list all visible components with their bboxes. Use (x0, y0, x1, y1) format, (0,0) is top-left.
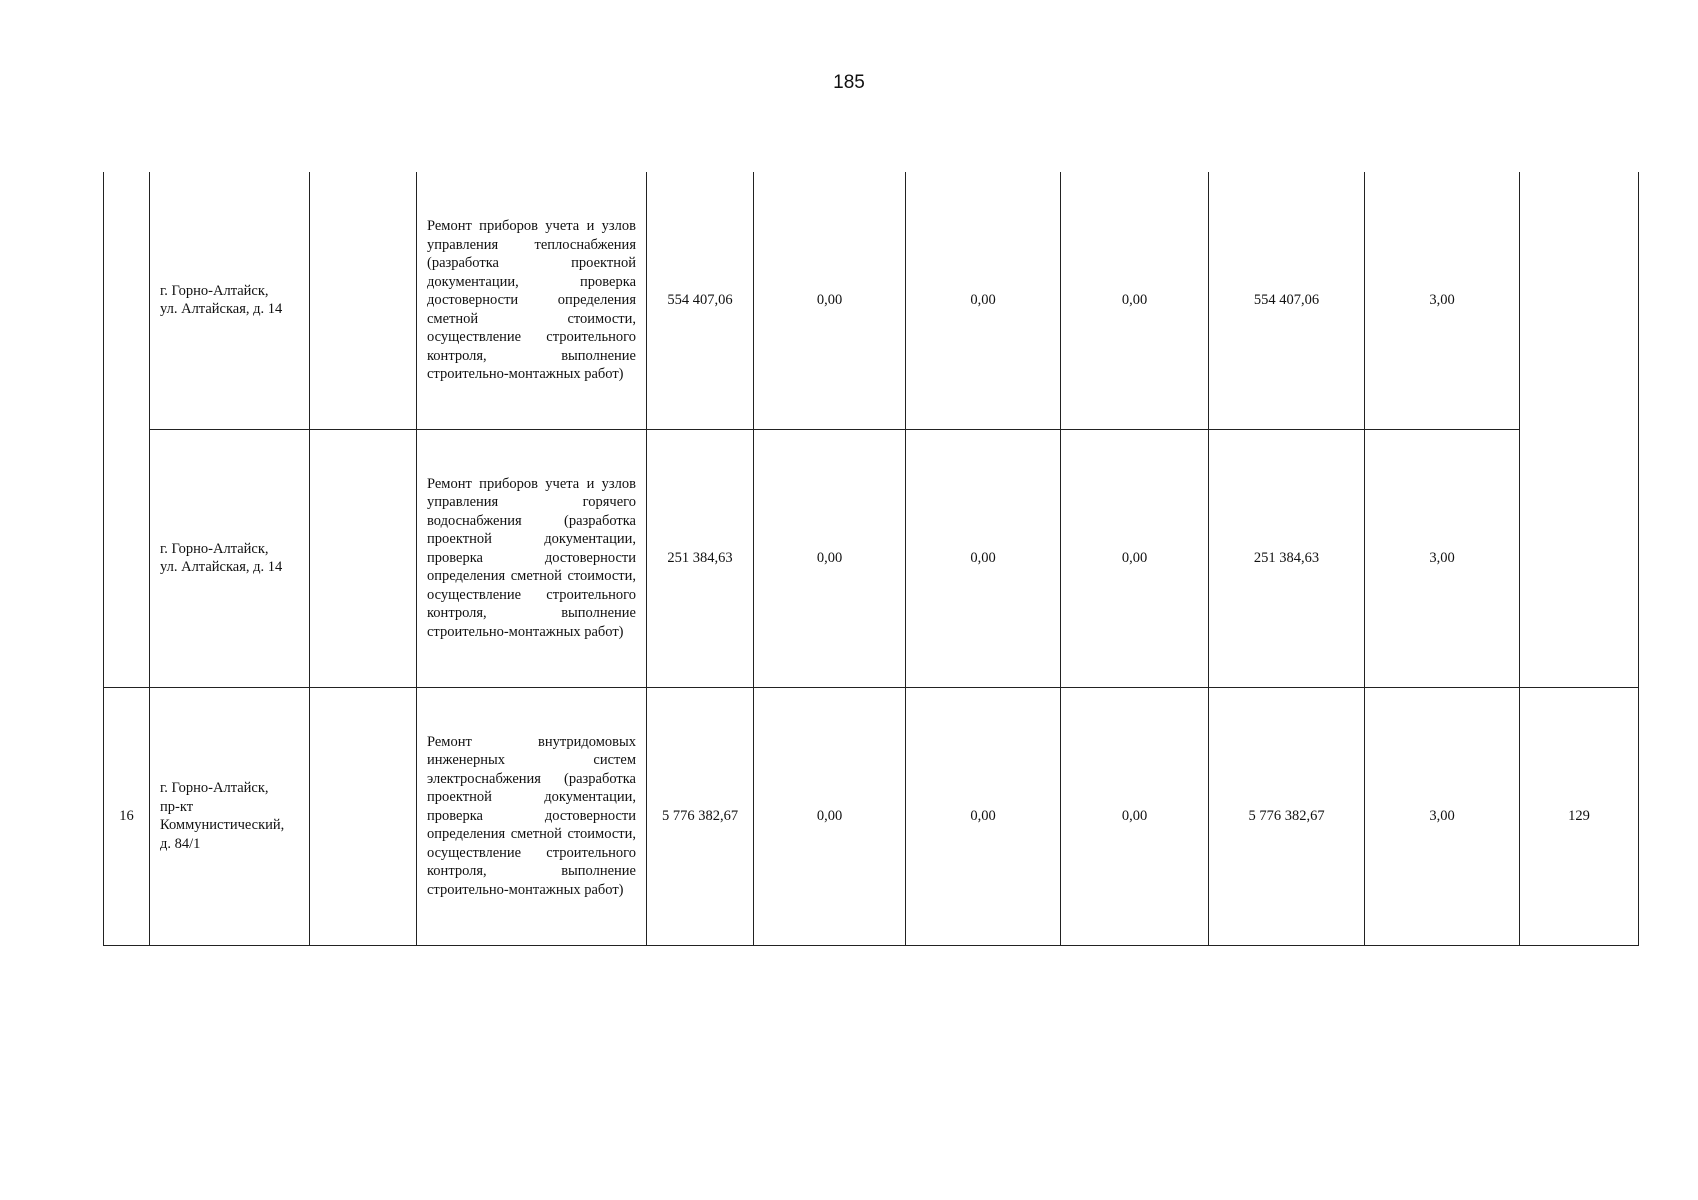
total-cost-cell: 554 407,06 (647, 172, 754, 429)
total-cost-cell: 5 776 382,67 (647, 687, 754, 945)
address-line: пр-кт (160, 798, 194, 815)
address-cell (150, 429, 310, 687)
work-description-cell (417, 172, 647, 429)
value-cell: 3,00 (1365, 172, 1520, 429)
last-column-cell (1520, 172, 1639, 687)
value-cell: 0,00 (1061, 172, 1209, 429)
address-line: г. Горно-Алтайск, (160, 540, 269, 557)
table-row (104, 687, 1639, 945)
row-number-cell: 16 (104, 687, 150, 945)
value-cell: 0,00 (906, 687, 1061, 945)
address-line: д. 84/1 (160, 835, 201, 852)
empty-cell (310, 687, 417, 945)
value-cell: 0,00 (754, 172, 906, 429)
works-table (103, 172, 1639, 946)
value-cell: 0,00 (754, 429, 906, 687)
address-line: ул. Алтайская, д. 14 (160, 559, 283, 575)
last-column-cell: 129 (1520, 687, 1639, 945)
work-description: Ремонт приборов учета и узлов управления горячего водоснабжения (разработка проектной документации, проверка достоверности определения сметной стоимости, осуществление строительного контроля, выполнение строительно-монтажных работ) (427, 475, 636, 640)
value-cell: 0,00 (1061, 429, 1209, 687)
page-number: 185 (833, 72, 865, 93)
value-cell: 0,00 (754, 687, 906, 945)
value-cell: 0,00 (906, 429, 1061, 687)
value-cell: 251 384,63 (1209, 429, 1365, 687)
empty-cell (310, 172, 417, 429)
address-cell (150, 172, 310, 429)
work-description-cell (417, 687, 647, 945)
work-description: Ремонт приборов учета и узлов управления теплоснабжения (разработка проектной документации, проверка достоверности определения сметной стоимости, осуществление строительного контроля, выполнение строительно-монтажных работ) (427, 218, 636, 382)
value-cell: 554 407,06 (1209, 172, 1365, 429)
work-description: Ремонт внутридомовых инженерных систем электроснабжения (разработка проектной документации, проверка достоверности определения сметной стоимости, осуществление строительного контроля, выполнение строительно-монтажных работ) (427, 733, 636, 898)
empty-cell (310, 429, 417, 687)
table-row (104, 172, 1639, 429)
value-cell: 5 776 382,67 (1209, 687, 1365, 945)
address-line: г. Горно-Алтайск, (160, 282, 269, 299)
value-cell: 3,00 (1365, 687, 1520, 945)
value-cell: 3,00 (1365, 429, 1520, 687)
value-cell: 0,00 (1061, 687, 1209, 945)
address-line: г. Горно-Алтайск, (160, 780, 269, 796)
row-number-cell (104, 172, 150, 687)
address-cell (150, 687, 310, 945)
value-cell: 0,00 (906, 172, 1061, 429)
table-row (104, 429, 1639, 687)
address-line: Коммунистический, (160, 817, 285, 833)
address-line: ул. Алтайская, д. 14 (160, 301, 283, 318)
work-description-cell (417, 429, 647, 687)
total-cost-cell: 251 384,63 (647, 429, 754, 687)
